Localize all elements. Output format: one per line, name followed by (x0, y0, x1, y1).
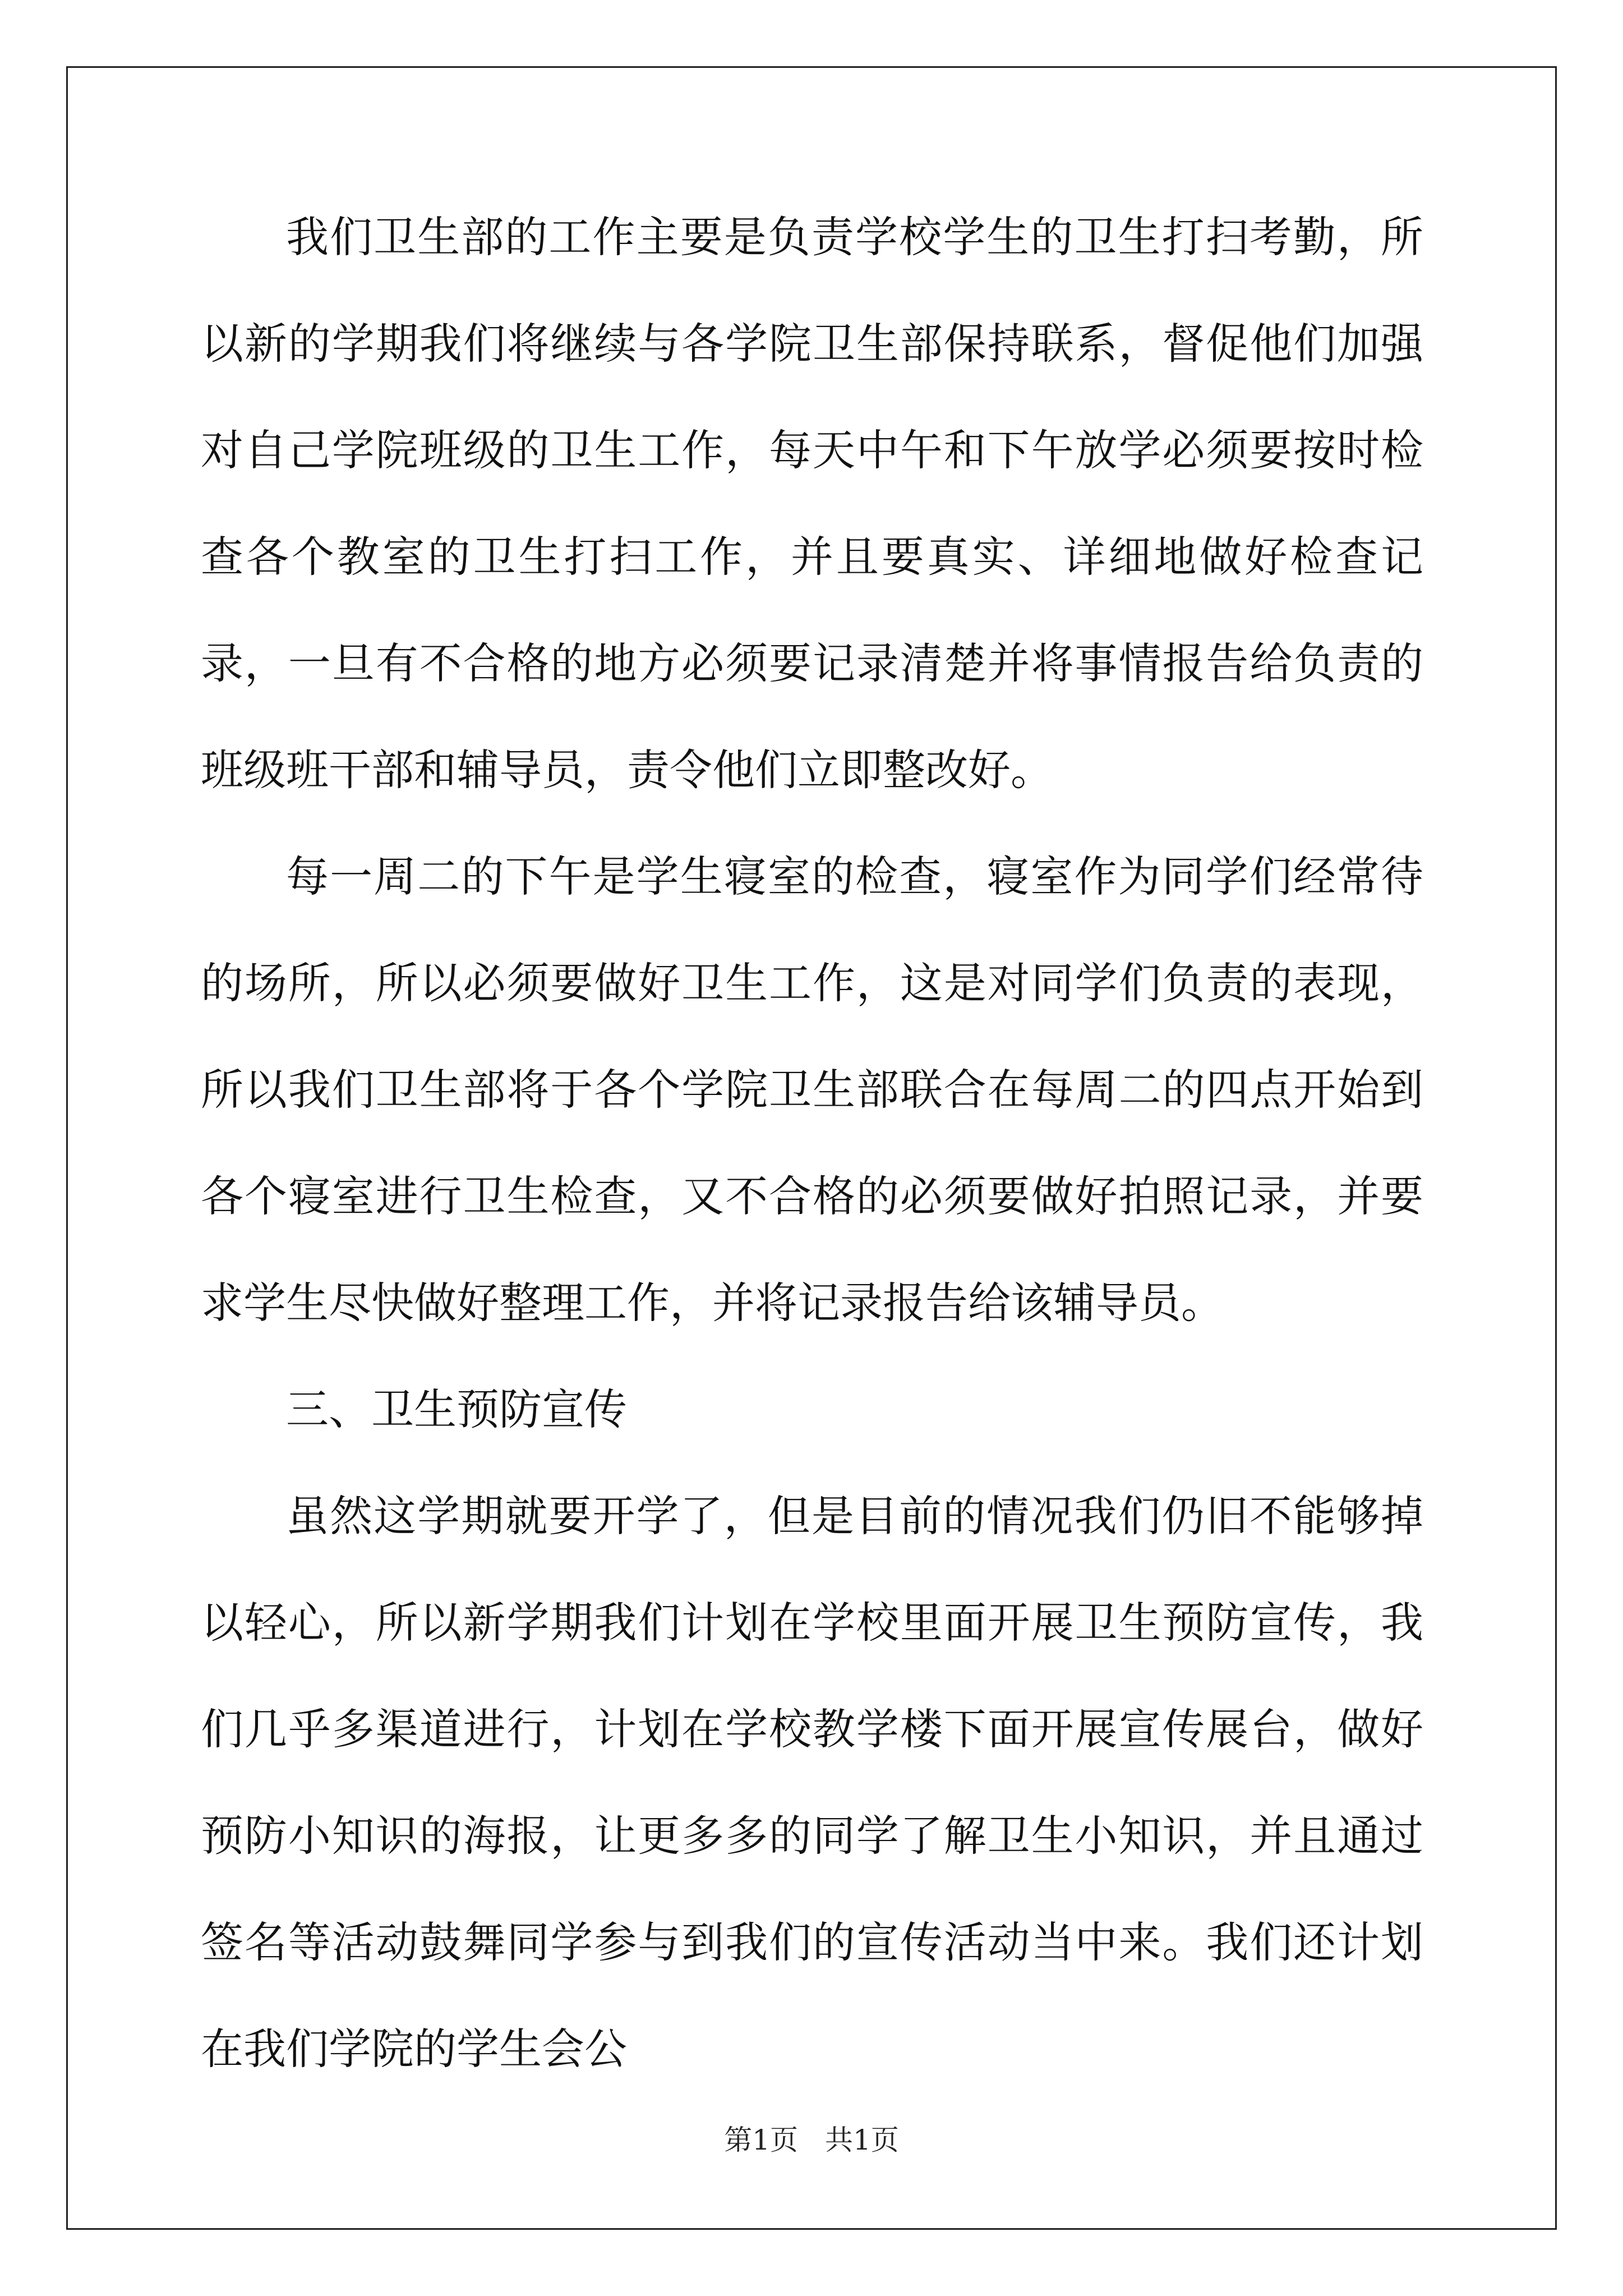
paragraph-dorm-inspection: 每一周二的下午是学生寝室的检查，寝室作为同学们经常待的场所，所以必须要做好卫生工作，这是对同学们负责的表现，所以我们卫生部将于各个学院卫生部联合在每周二的四点开始到各个寝室进行卫生检查，又不合格的必须要做好拍照记录，并要求学生尽快做好整理工作，并将记录报告给该辅导员。 (201, 852, 1423, 1328)
page-total: 共1页 (825, 2124, 899, 2156)
page-number: 第1页 (724, 2124, 798, 2156)
document-body (201, 184, 1423, 2102)
page-footer (0, 2123, 1623, 2157)
section-heading-prevention: 三、卫生预防宣传 (286, 1384, 627, 1434)
paragraph-prevention-publicity: 虽然这学期就要开学了，但是目前的情况我们仍旧不能够掉以轻心，所以新学期我们计划在学校里面开展卫生预防宣传，我们几乎多渠道进行，计划在学校教学楼下面开展宣传展台，做好预防小知识的海报，让更多多的同学了解卫生小知识，并且通过签名等活动鼓舞同学参与到我们的宣传活动当中来。我们还计划在我们学院的学生会公 (201, 1491, 1423, 2074)
paragraph-hygiene-attendance: 我们卫生部的工作主要是负责学校学生的卫生打扫考勤，所以新的学期我们将继续与各学院卫生部保持联系，督促他们加强对自己学院班级的卫生工作，每天中午和下午放学必须要按时检查各个教室的卫生打扫工作，并且要真实、详细地做好检查记录，一旦有不合格的地方必须要记录清楚并将事情报告给负责的班级班干部和辅导员，责令他们立即整改好。 (201, 212, 1423, 795)
